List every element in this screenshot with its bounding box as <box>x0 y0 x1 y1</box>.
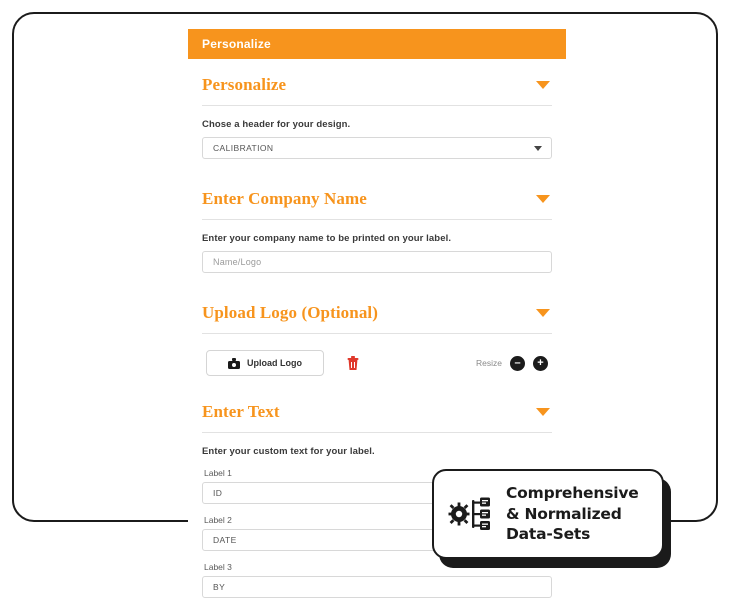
resize-increase-button[interactable]: + <box>533 356 548 371</box>
label-3-input[interactable] <box>202 576 552 598</box>
section-header-enter-text[interactable] <box>202 386 552 433</box>
company-name-input[interactable] <box>202 251 552 273</box>
feature-badge <box>432 469 664 559</box>
badge-line-1: Comprehensive <box>506 484 639 503</box>
badge-line-2: & Normalized <box>506 504 622 523</box>
section-title-upload-logo: Upload Logo (Optional) <box>202 303 379 322</box>
header-select-value: CALIBRATION <box>213 143 274 153</box>
badge-text <box>506 483 639 545</box>
chevron-down-icon[interactable] <box>536 195 550 203</box>
upload-logo-button[interactable] <box>206 350 324 376</box>
upload-icon <box>228 358 240 369</box>
company-name-placeholder: Name/Logo <box>213 257 262 267</box>
label-3-value: BY <box>213 582 226 592</box>
label-2-caption: Label 2 <box>204 515 232 525</box>
resize-label: Resize <box>476 358 502 368</box>
data-sets-icon <box>448 494 494 534</box>
section-header-upload-logo[interactable] <box>202 287 552 334</box>
resize-controls <box>476 356 548 371</box>
upload-logo-label: Upload Logo <box>247 358 302 368</box>
label-3-caption: Label 3 <box>204 562 232 572</box>
chevron-down-icon[interactable] <box>536 309 550 317</box>
header-select[interactable] <box>202 137 552 159</box>
chevron-down-icon[interactable] <box>534 146 542 151</box>
label-2-value: DATE <box>213 535 237 545</box>
resize-decrease-button[interactable]: – <box>510 356 525 371</box>
section-header-personalize[interactable] <box>202 59 552 106</box>
label-1-value: ID <box>213 488 223 498</box>
upload-row <box>202 350 552 376</box>
helper-text-enter-text: Enter your custom text for your label. <box>202 446 375 457</box>
panel-titlebar: Personalize <box>188 29 566 59</box>
section-title-personalize: Personalize <box>202 75 287 94</box>
section-title-company-name: Enter Company Name <box>202 189 367 208</box>
helper-text-personalize: Chose a header for your design. <box>202 119 351 130</box>
chevron-down-icon[interactable] <box>536 81 550 89</box>
trash-icon[interactable] <box>346 355 360 371</box>
helper-text-company-name: Enter your company name to be printed on your label. <box>202 233 452 244</box>
label-1-caption: Label 1 <box>204 468 232 478</box>
section-header-company-name[interactable] <box>202 173 552 220</box>
chevron-down-icon[interactable] <box>536 408 550 416</box>
badge-line-3: Data-Sets <box>506 525 591 544</box>
section-title-enter-text: Enter Text <box>202 402 280 421</box>
